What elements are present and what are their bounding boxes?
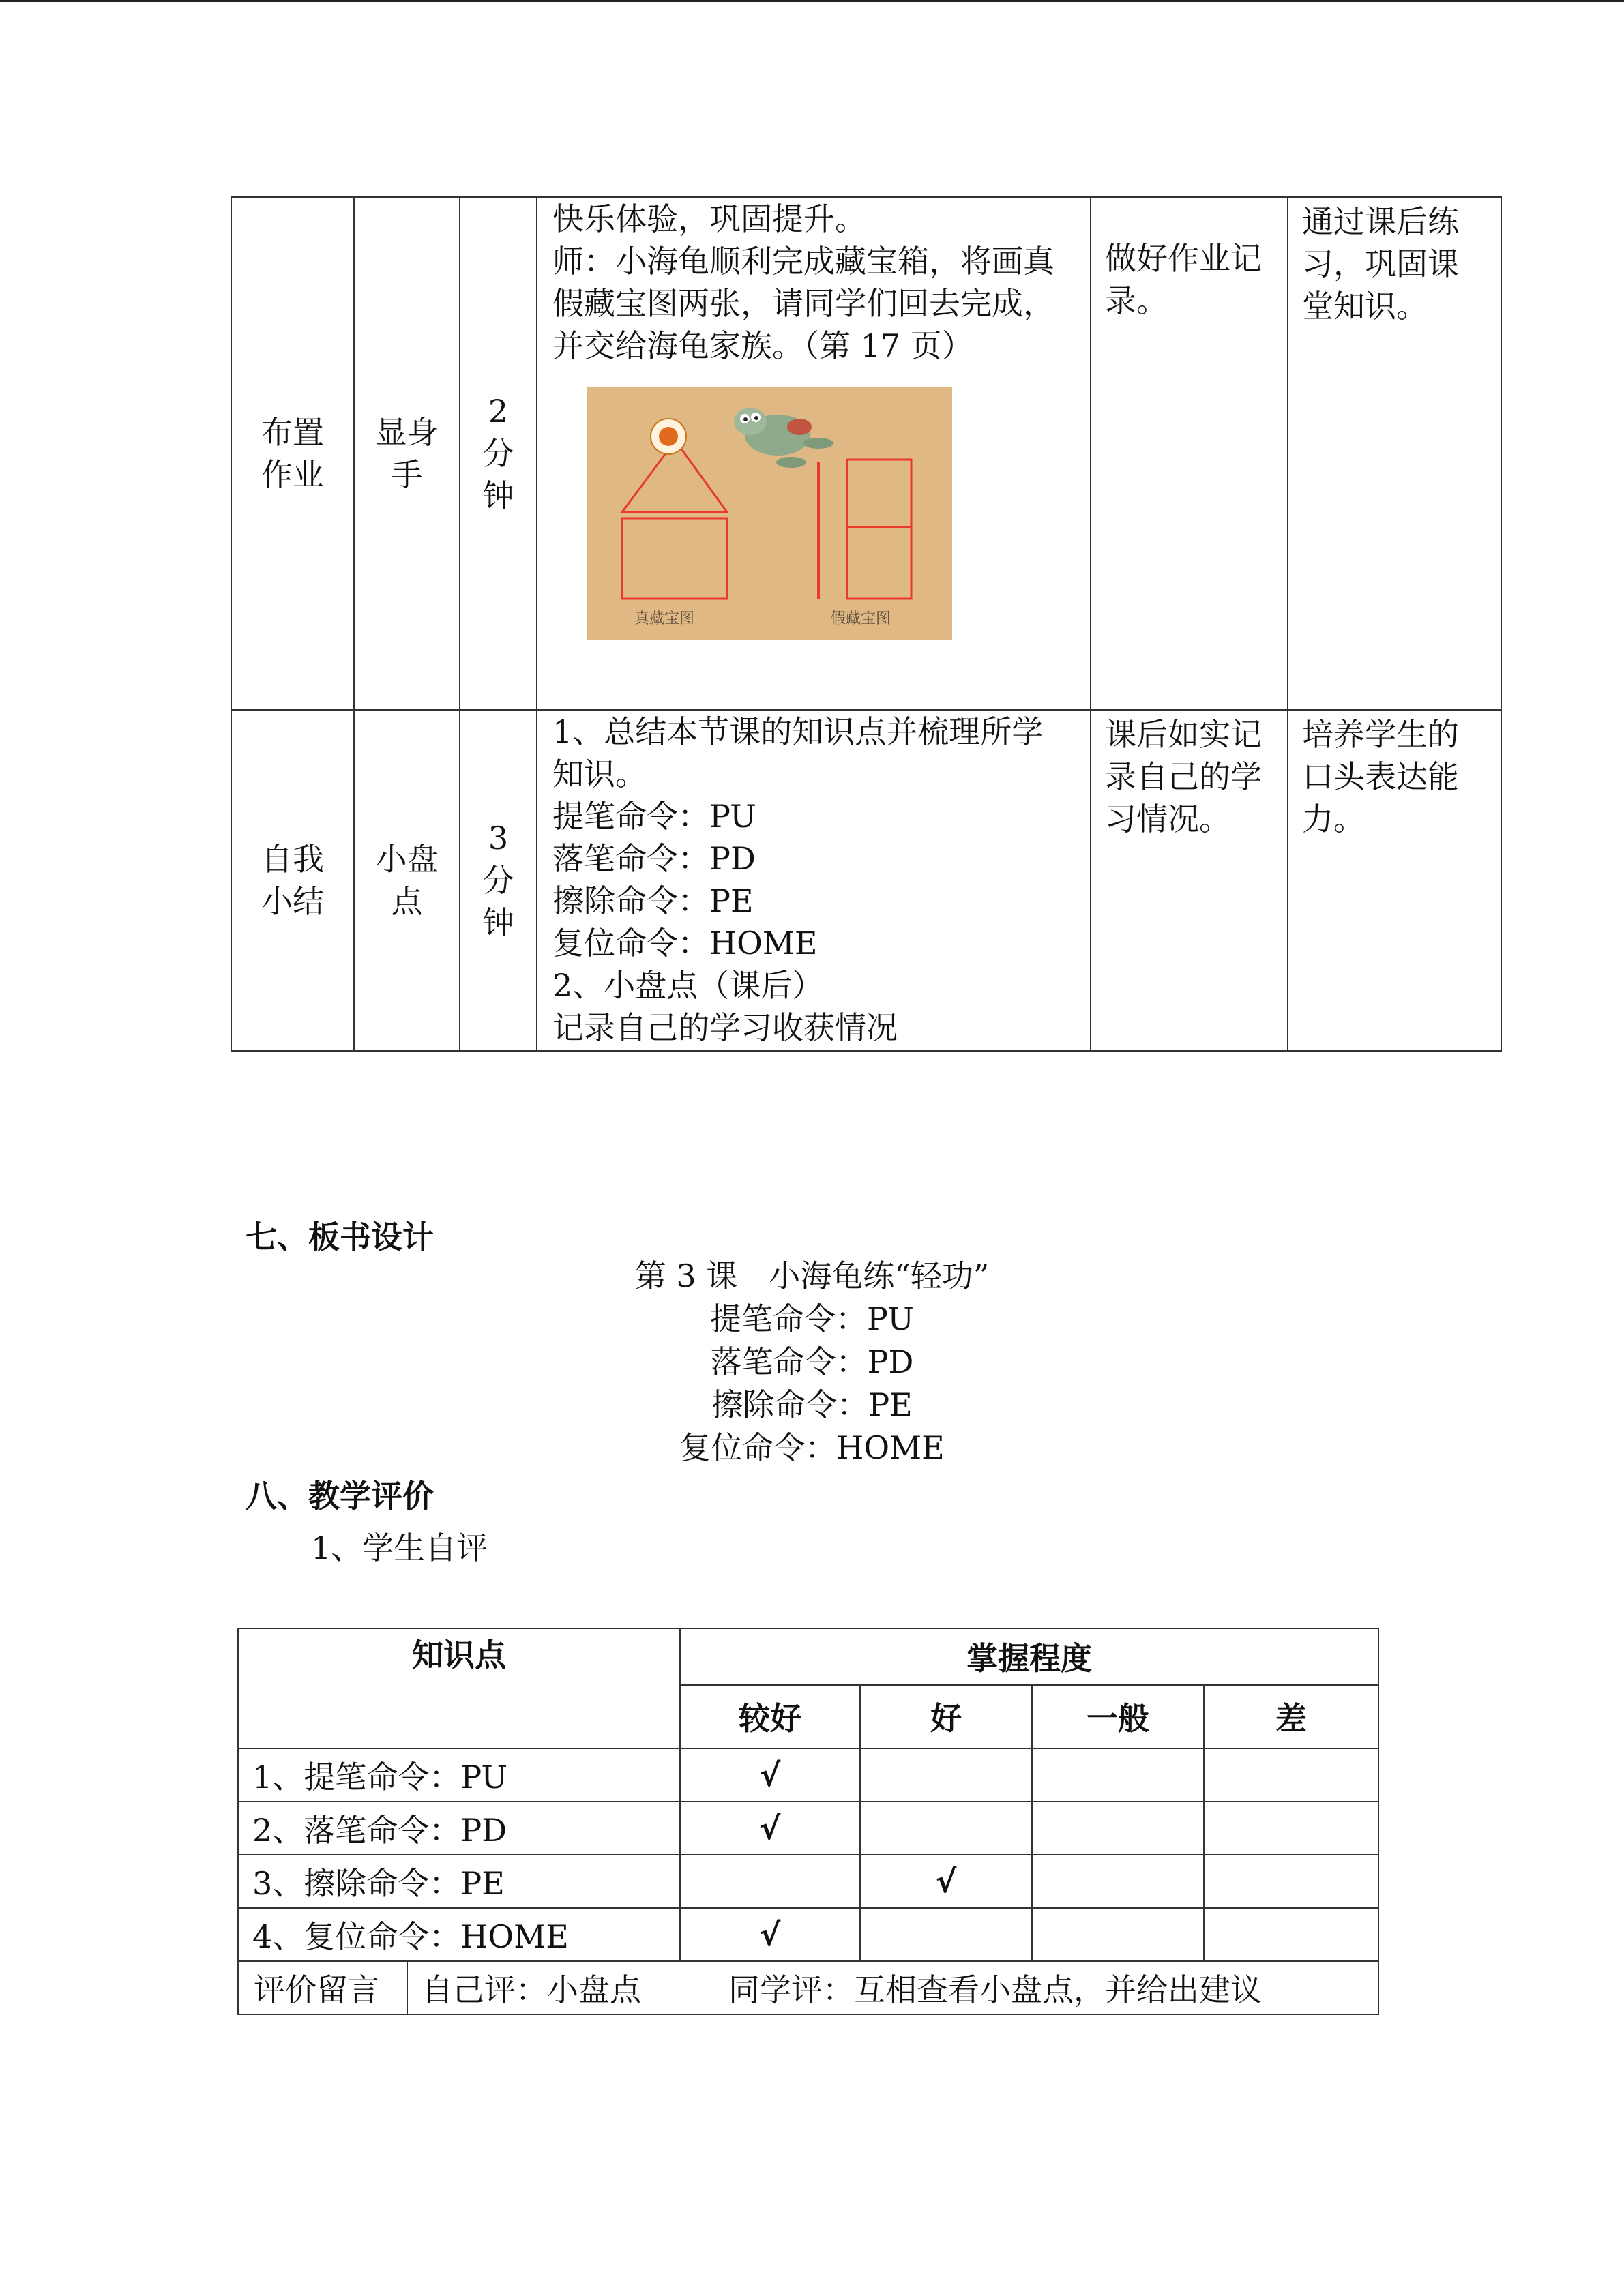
check-mark: [860, 1908, 1032, 1961]
check-mark: [1204, 1748, 1378, 1802]
table-row: [238, 1855, 1378, 1908]
check-mark: [860, 1748, 1032, 1802]
design-intent-cell: 通过课后练 习，巩固课 堂知识。: [1288, 197, 1501, 710]
check-mark: [680, 1855, 860, 1908]
real-map-caption: 真藏宝图: [634, 610, 695, 627]
turtle-icon: [734, 408, 833, 468]
check-mark: [1032, 1748, 1204, 1802]
peer-comment: 同学评：互相查看小盘点，并给出建议: [728, 1971, 1262, 2008]
check-mark: [1204, 1802, 1378, 1855]
page-top-border: [0, 0, 1624, 2]
header-knowledge-point: 知识点: [238, 1628, 680, 1748]
treasure-map-image: [587, 387, 952, 640]
tall-rectangle-shape: [847, 460, 911, 599]
stage-cell: 自我 小结: [231, 710, 354, 1051]
activity-cell: 显身 手: [354, 197, 460, 710]
level-header: 较好: [680, 1685, 860, 1748]
time-cell: 3 分 钟: [460, 710, 537, 1051]
lesson-process-table: [231, 196, 1502, 1052]
board-line: 提笔命令：PU: [710, 1300, 914, 1337]
knowledge-item: 1、提笔命令：PU: [238, 1748, 680, 1802]
knowledge-item: 3、擦除命令：PE: [238, 1855, 680, 1908]
stage-cell: 布置 作业: [231, 197, 354, 710]
check-mark: [1032, 1908, 1204, 1961]
header-mastery: 掌握程度: [680, 1628, 1378, 1685]
board-design-block: [0, 1255, 1624, 1470]
board-line: 擦除命令：PE: [711, 1386, 913, 1423]
section-heading-evaluation: 八、教学评价: [246, 1478, 434, 1515]
content-cell: 1、总结本节课的知识点并梳理所学 知识。 提笔命令：PU 落笔命令：PD 擦除命令：PE 复位命令：HOME 2、小盘点（课后） 记录自己的学习收获情况: [537, 710, 1091, 1051]
check-mark: √: [860, 1855, 1032, 1908]
self-comment: 自己评：小盘点: [422, 1971, 641, 2008]
section-heading-board-design: 七、板书设计: [246, 1219, 434, 1255]
level-header: 好: [860, 1685, 1032, 1748]
table-row: [238, 1748, 1378, 1802]
check-mark: [1032, 1802, 1204, 1855]
board-title: 第 3 课 小海龟练“轻功”: [634, 1257, 990, 1294]
table-row: [238, 1908, 1378, 1961]
level-header: 一般: [1032, 1685, 1204, 1748]
knowledge-item: 4、复位命令：HOME: [238, 1908, 680, 1961]
activity-cell: 小盘 点: [354, 710, 460, 1051]
check-mark: [860, 1802, 1032, 1855]
fake-map-caption: 假藏宝图: [831, 610, 891, 627]
design-intent-cell: 培养学生的 口头表达能 力。: [1288, 710, 1501, 1051]
content-cell: 快乐体验，巩固提升。 师：小海龟顺利完成藏宝箱，将画真 假藏宝图两张，请同学们回去完成， 并交给海龟家族。（第 17 页） 真藏宝图 假藏宝图: [537, 197, 1091, 710]
comment-cell: [238, 1961, 1378, 2014]
check-mark: [1204, 1855, 1378, 1908]
comment-row: [238, 1961, 1378, 2014]
table-row-summary: [231, 710, 1501, 1051]
comment-label: 评价留言: [239, 1962, 408, 2014]
check-mark: [1204, 1908, 1378, 1961]
check-mark: √: [680, 1748, 860, 1802]
self-evaluation-table: [237, 1628, 1379, 2015]
knowledge-item: 2、落笔命令：PD: [238, 1802, 680, 1855]
board-line: 落笔命令：PD: [710, 1343, 914, 1380]
student-activity-cell: 做好作业记 录。: [1091, 197, 1288, 710]
sub-heading-self-evaluation: 1、学生自评: [311, 1530, 488, 1566]
treasure-map-drawing: [587, 387, 952, 640]
check-mark: √: [680, 1908, 860, 1961]
header-row: [238, 1628, 1378, 1685]
check-mark: [1032, 1855, 1204, 1908]
board-line: 复位命令：HOME: [679, 1429, 945, 1466]
student-activity-cell: 课后如实记 录自己的学 习情况。: [1091, 710, 1288, 1051]
table-row-homework: [231, 197, 1501, 710]
check-mark: √: [680, 1802, 860, 1855]
time-cell: 2 分 钟: [460, 197, 537, 710]
square-house-shape: [622, 518, 727, 599]
table-row: [238, 1802, 1378, 1855]
level-header: 差: [1204, 1685, 1378, 1748]
